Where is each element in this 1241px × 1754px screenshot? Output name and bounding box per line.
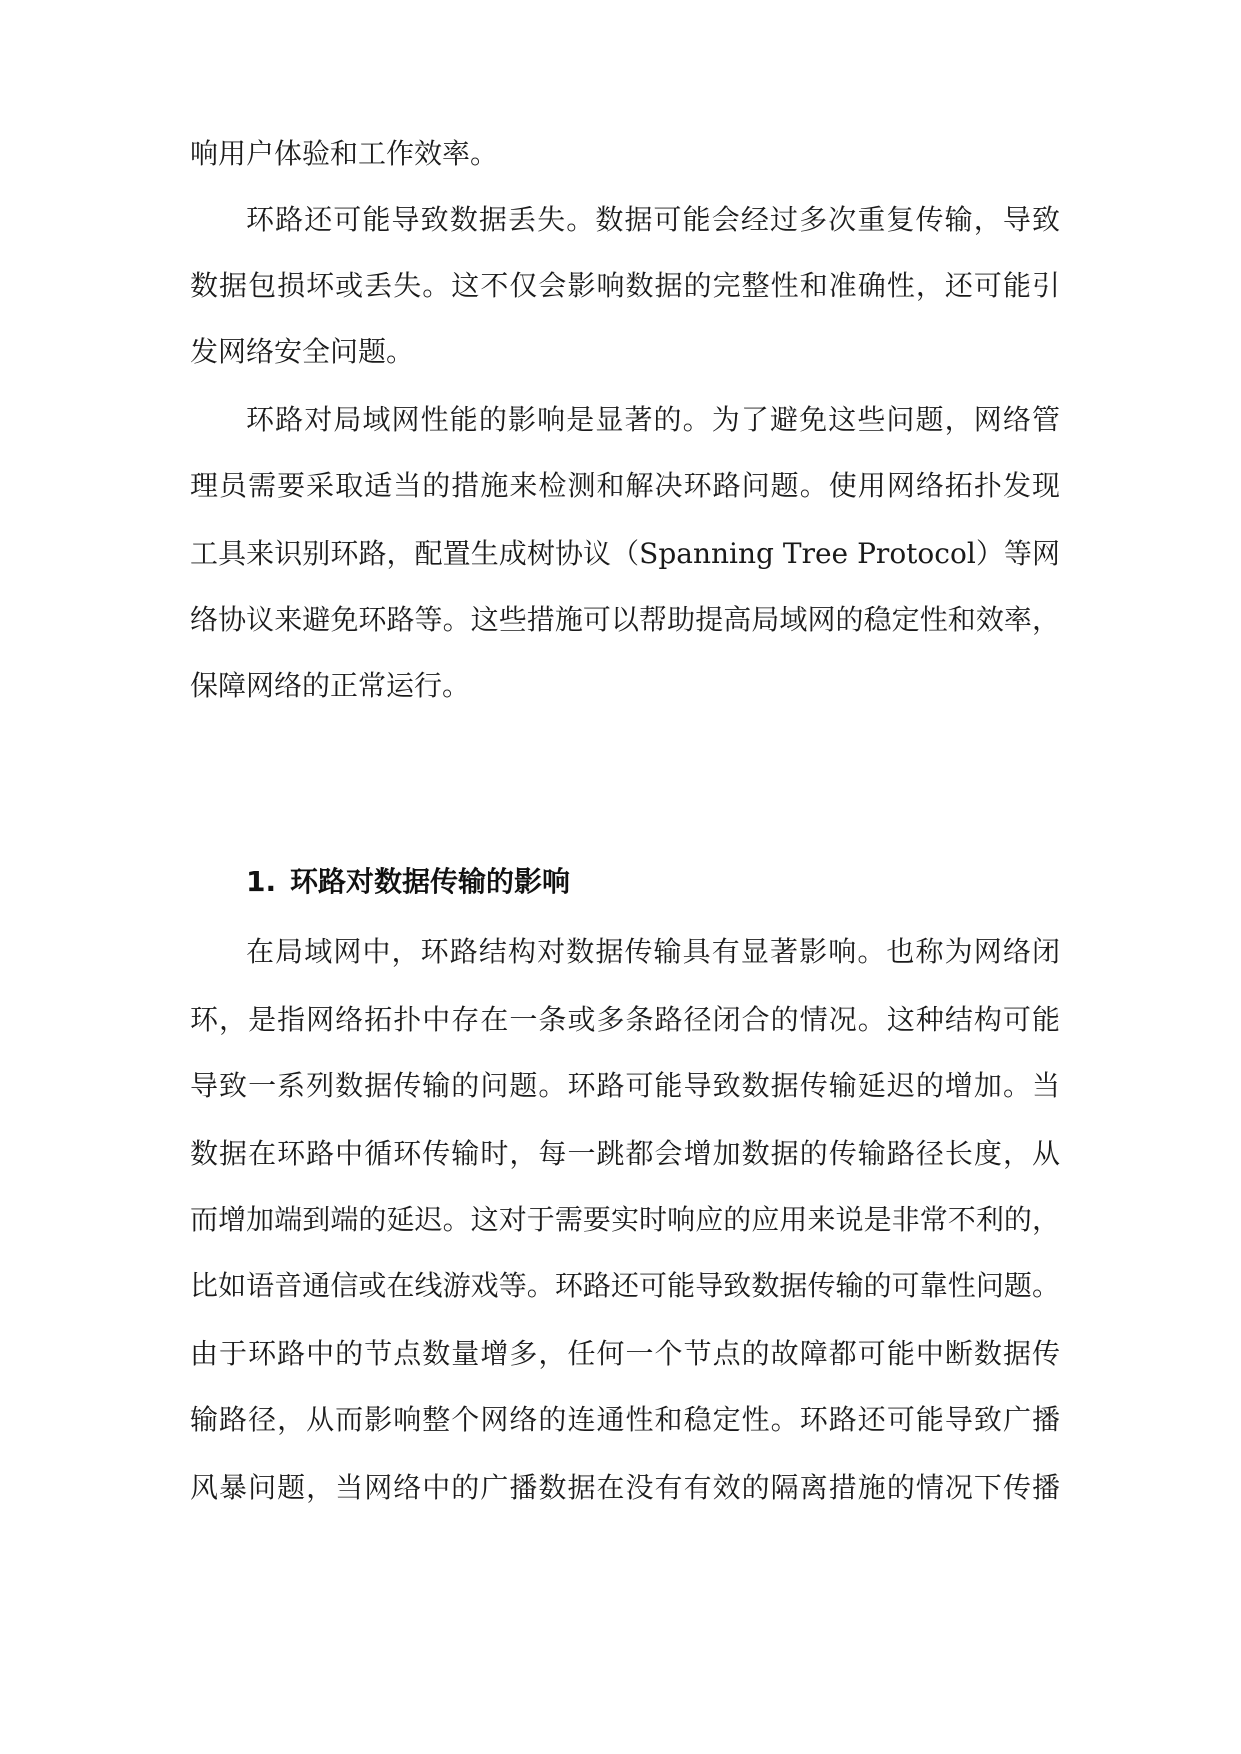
text-line: 环路对局域网性能的影响是显著的。为了避免这些问题，网络管 [246,403,1060,436]
text-line: 络协议来避免环路等。这些措施可以帮助提高局域网的稳定性和效率， [190,603,1060,636]
text-line: 数据在环路中循环传输时，每一跳都会增加数据的传输路径长度，从 [190,1137,1060,1170]
section-number: 1. [246,865,277,898]
text-line: 响用户体验和工作效率。 [190,137,499,170]
text-line: 发网络安全问题。 [190,335,415,368]
text-line: 工具来识别环路，配置生成树协议（Spanning Tree Protocol）等网 [190,537,1060,570]
text-line: 数据包损坏或丢失。这不仅会影响数据的完整性和准确性，还可能引 [190,269,1060,302]
text-line: 风暴问题，当网络中的广播数据在没有有效的隔离措施的情况下传播 [190,1471,1060,1504]
text-line: 在局域网中，环路结构对数据传输具有显著影响。也称为网络闭 [246,935,1060,968]
text-line: 导致一系列数据传输的问题。环路可能导致数据传输延迟的增加。当 [190,1069,1060,1102]
text-line: 由于环路中的节点数量增多，任何一个节点的故障都可能中断数据传 [190,1337,1060,1370]
section-title: 环路对数据传输的影响 [290,865,571,898]
text-line: 环，是指网络拓扑中存在一条或多条路径闭合的情况。这种结构可能 [190,1003,1060,1036]
text-line: 比如语音通信或在线游戏等。环路还可能导致数据传输的可靠性问题。 [190,1269,1060,1302]
section-heading [246,864,570,900]
text-line: 保障网络的正常运行。 [190,669,471,702]
text-line: 理员需要采取适当的措施来检测和解决环路问题。使用网络拓扑发现 [190,469,1060,502]
text-line: 环路还可能导致数据丢失。数据可能会经过多次重复传输，导致 [246,203,1060,236]
text-line: 输路径，从而影响整个网络的连通性和稳定性。环路还可能导致广播 [190,1403,1060,1436]
text-line: 而增加端到端的延迟。这对于需要实时响应的应用来说是非常不利的， [190,1203,1060,1236]
